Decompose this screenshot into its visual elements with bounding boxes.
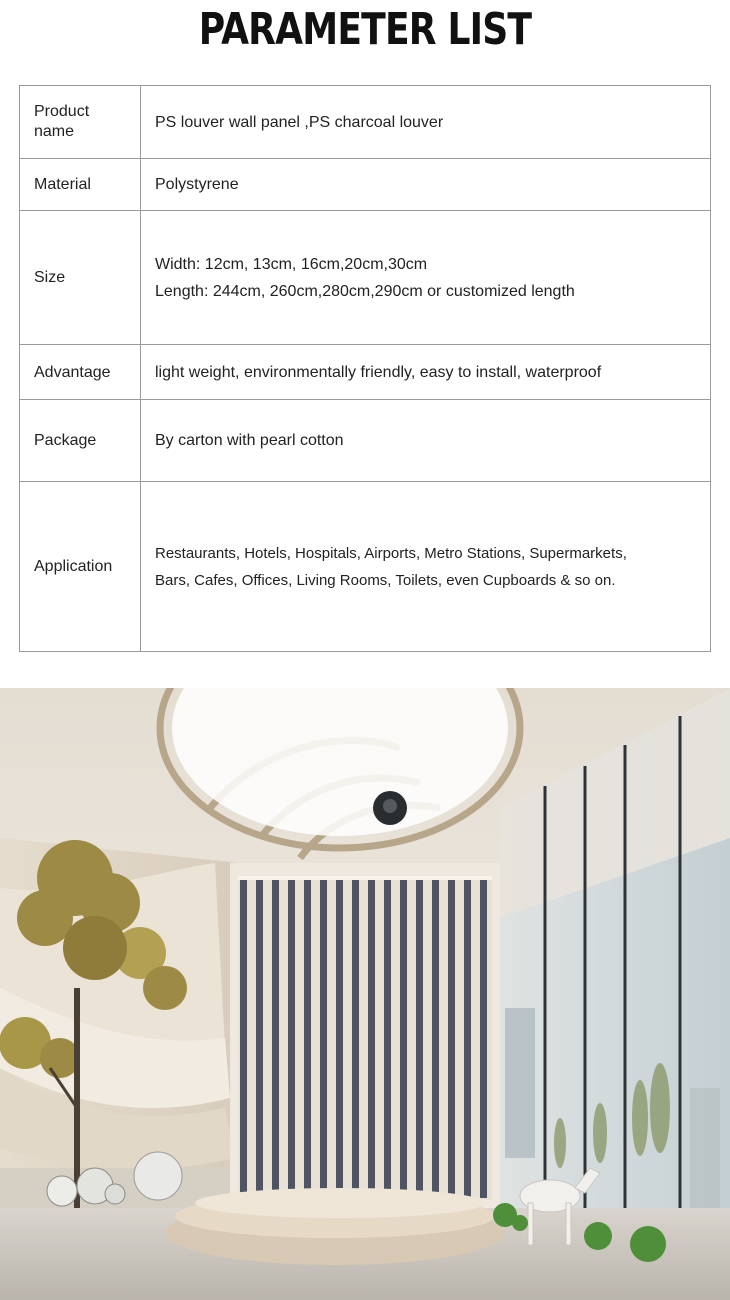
row-value (141, 211, 711, 345)
value-line: By carton with pearl cotton (155, 432, 344, 449)
table-row (20, 86, 711, 159)
value-line: Length: 244cm, 260cm,280cm,290cm or customized length (155, 282, 575, 300)
lobby-photo (0, 688, 730, 1300)
row-value (141, 345, 711, 400)
value-line: Bars, Cafes, Offices, Living Rooms, Toilets, even Cupboards & so on. (155, 571, 616, 589)
value-line: PS louver wall panel ,PS charcoal louver (155, 113, 444, 131)
lobby-illustration (0, 688, 730, 1300)
parameter-table (19, 85, 711, 652)
table-row (20, 482, 711, 652)
row-label: Material (20, 159, 141, 211)
row-value (141, 482, 711, 652)
row-value (141, 159, 711, 211)
table-row (20, 345, 711, 400)
table-row (20, 211, 711, 345)
row-label: Application (20, 482, 141, 652)
value-line: Restaurants, Hotels, Hospitals, Airports, Metro Stations, Supermarkets, (155, 544, 627, 562)
value-line: Polystyrene (155, 176, 239, 193)
value-line: Width: 12cm, 13cm, 16cm,20cm,30cm (155, 255, 428, 273)
louver-wall (238, 876, 492, 1200)
table-row (20, 159, 711, 211)
row-label: Product name (20, 86, 141, 159)
row-value (141, 400, 711, 482)
table-row (20, 400, 711, 482)
row-label: Size (20, 211, 141, 345)
page-title: PARAMETER LIST (198, 4, 532, 55)
row-value (141, 86, 711, 159)
row-label: Advantage (20, 345, 141, 400)
row-label: Package (20, 400, 141, 482)
value-line: light weight, environmentally friendly, easy to install, waterproof (155, 363, 602, 381)
